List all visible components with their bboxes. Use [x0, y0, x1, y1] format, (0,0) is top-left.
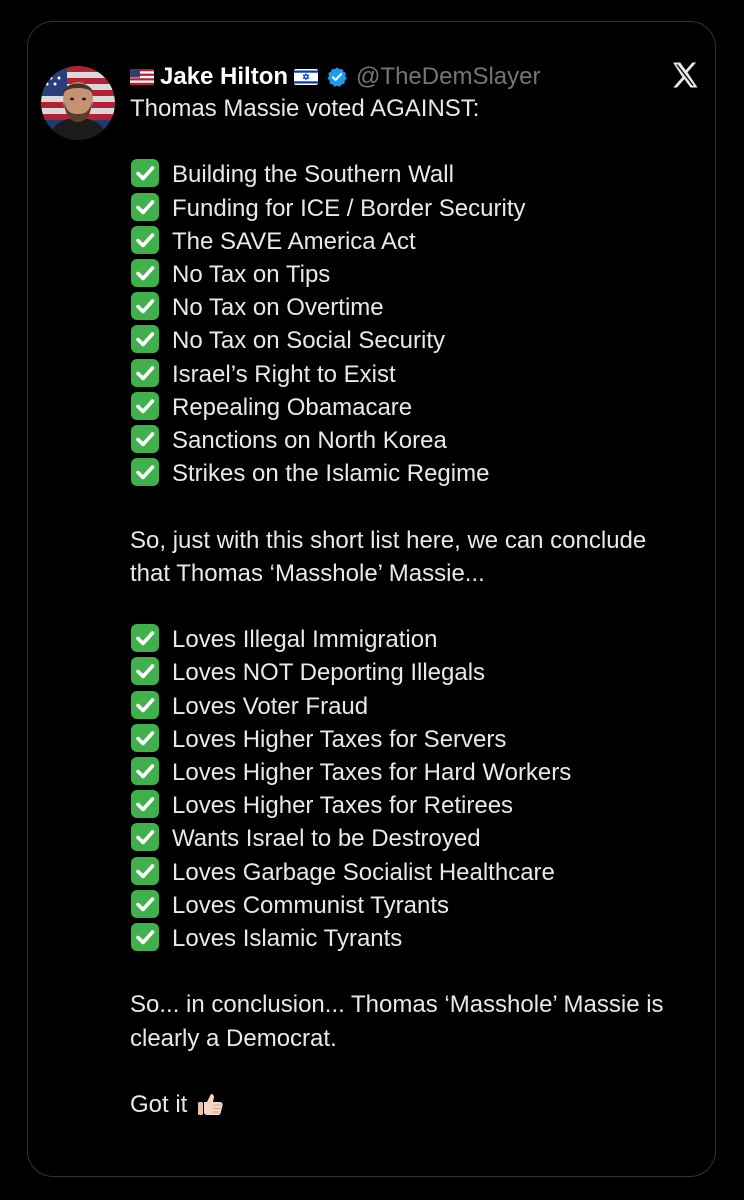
check-mark-icon: [130, 192, 160, 222]
voted-against-item: [130, 258, 710, 291]
spacer: [130, 590, 710, 623]
voted-against-item-text: Funding for ICE / Border Security: [172, 194, 526, 222]
voted-against-item: [130, 291, 710, 324]
voted-against-item: [130, 391, 710, 424]
voted-against-item-text: Repealing Obamacare: [172, 393, 413, 421]
conclusion-intro-line-1: So, just with this short list here, we can conclude: [130, 526, 647, 554]
tweet-header: [130, 61, 540, 93]
sign-off-line: [130, 1088, 710, 1121]
voted-against-item-text: Building the Southern Wall: [172, 161, 454, 189]
check-mark-icon: [130, 723, 160, 753]
loves-item: [130, 889, 710, 922]
loves-item-text: Loves Higher Taxes for Hard Workers: [172, 759, 572, 787]
check-mark-icon: [130, 922, 160, 952]
loves-item: [130, 922, 710, 955]
intro-line: Thomas Massie voted AGAINST:: [130, 95, 480, 122]
tweet-text: [130, 92, 710, 1121]
israel-flag-icon: [294, 69, 318, 85]
check-mark-icon: [130, 291, 160, 321]
loves-item-text: Loves Communist Tyrants: [172, 891, 449, 919]
loves-item-text: Loves Voter Fraud: [172, 692, 369, 720]
loves-item-text: Loves Higher Taxes for Retirees: [172, 792, 514, 820]
sign-off-text: Got it: [130, 1091, 188, 1119]
loves-item: [130, 789, 710, 822]
voted-against-item: [130, 424, 710, 457]
spacer: [130, 125, 710, 158]
voted-against-item-text: No Tax on Tips: [172, 261, 331, 288]
check-mark-icon: [130, 258, 160, 288]
spacer: [130, 490, 710, 523]
tweet-card: [27, 21, 716, 1177]
check-mark-icon: [130, 324, 160, 354]
verified-badge-icon: [326, 66, 348, 88]
check-mark-icon: [130, 756, 160, 786]
avatar[interactable]: [41, 66, 115, 140]
loves-item-text: Loves Islamic Tyrants: [172, 925, 403, 953]
x-logo-icon[interactable]: [670, 60, 700, 90]
spacer: [130, 955, 710, 988]
voted-against-item: [130, 225, 710, 258]
loves-item: [130, 656, 710, 689]
loves-item-text: Loves NOT Deporting Illegals: [172, 659, 486, 687]
author-handle[interactable]: @TheDemSlayer: [356, 63, 541, 90]
check-mark-icon: [130, 158, 160, 188]
voted-against-item-text: The SAVE America Act: [172, 227, 416, 255]
check-mark-icon: [130, 623, 160, 653]
check-mark-icon: [130, 789, 160, 819]
loves-item: [130, 623, 710, 656]
check-mark-icon: [130, 656, 160, 686]
voted-against-list: [130, 158, 710, 490]
voted-against-item: [130, 358, 710, 391]
check-mark-icon: [130, 822, 160, 852]
loves-item-text: Wants Israel to be Destroyed: [172, 825, 481, 853]
check-mark-icon: [130, 856, 160, 886]
spacer: [130, 1055, 710, 1088]
final-line-2: clearly a Democrat.: [130, 1024, 337, 1052]
loves-item-text: Loves Illegal Immigration: [172, 626, 438, 654]
loves-item-text: Loves Higher Taxes for Servers: [172, 725, 507, 753]
voted-against-item-text: Strikes on the Islamic Regime: [172, 460, 490, 488]
check-mark-icon: [130, 424, 160, 454]
voted-against-item-text: No Tax on Social Security: [172, 327, 446, 355]
us-flag-icon: [130, 69, 154, 85]
check-mark-icon: [130, 457, 160, 487]
check-mark-icon: [130, 358, 160, 388]
display-name[interactable]: Jake Hilton: [160, 63, 289, 90]
check-mark-icon: [130, 225, 160, 255]
final-line-1: So... in conclusion... Thomas ‘Masshole’ Massie is: [130, 991, 664, 1019]
loves-list: [130, 623, 710, 955]
voted-against-item: [130, 158, 710, 191]
check-mark-icon: [130, 391, 160, 421]
loves-item-text: Loves Garbage Socialist Healthcare: [172, 858, 555, 886]
check-mark-icon: [130, 690, 160, 720]
loves-item: [130, 856, 710, 889]
loves-item: [130, 723, 710, 756]
avatar-image: [41, 66, 115, 140]
loves-item: [130, 822, 710, 855]
loves-item: [130, 690, 710, 723]
voted-against-item: [130, 457, 710, 490]
voted-against-item-text: No Tax on Overtime: [172, 294, 384, 322]
conclusion-intro-line-2: that Thomas ‘Masshole’ Massie...: [130, 559, 485, 587]
voted-against-item: [130, 192, 710, 225]
check-mark-icon: [130, 889, 160, 919]
voted-against-item-text: Israel’s Right to Exist: [172, 360, 396, 388]
voted-against-item: [130, 324, 710, 357]
voted-against-item-text: Sanctions on North Korea: [172, 427, 447, 455]
loves-item: [130, 756, 710, 789]
thumbs-up-icon: [195, 1088, 227, 1120]
